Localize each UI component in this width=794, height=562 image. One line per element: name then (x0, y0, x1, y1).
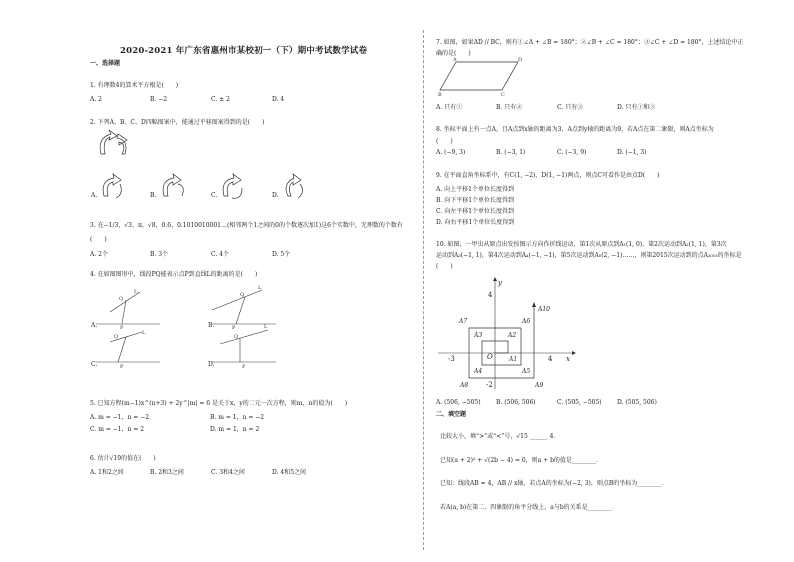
y-tick-4: 4 (488, 291, 493, 299)
q5-opt-d: D. m = 1，n = 2 (210, 426, 260, 433)
q2-figure-arrows (95, 128, 135, 160)
q5-opt-c: C. m = −1，n = 2 (90, 426, 145, 433)
q8-opt-b: B. (−3, 1) (496, 149, 526, 156)
q3-opt-b: B. 3个 (150, 251, 169, 258)
q10-opt-b: B. (506, 506) (496, 399, 536, 406)
q10-spiral-figure (430, 275, 580, 393)
q2-label-b: B. (150, 192, 157, 199)
q2-label-c: C. (211, 192, 218, 199)
x-axis-label: x (566, 355, 570, 363)
q8-opt-d: D. (−1, 3) (617, 149, 647, 156)
svg-text:P: P (120, 364, 124, 370)
q4-label-c: C. (91, 361, 98, 368)
svg-text:P: P (232, 325, 236, 331)
q3-opt-c: C. 4个 (211, 251, 230, 258)
q7-opt-c: C. 只有③ (557, 104, 584, 111)
q3-opt-a: A. 2个 (90, 251, 108, 258)
q3-stem-paren: ( ) (90, 236, 107, 243)
q2-option-d-shape (278, 172, 308, 202)
svg-text:P: P (120, 325, 124, 331)
x-tick-neg3: -3 (448, 355, 455, 363)
q9-opt-a: A. 向上平移1个单位长度得到 (436, 186, 514, 193)
q4-label-b: B. (208, 322, 215, 329)
q5-opt-b: B. m = 1，n = −2 (210, 414, 265, 421)
q6-opt-b: B. 2和3之间 (150, 469, 184, 476)
q4-stem: 4. 在如图图形中，线段PQ能表示点P到直线L的距离的是( ) (90, 271, 258, 278)
q3-opt-d: D. 5个 (272, 251, 291, 258)
pt-a8: A8 (460, 382, 469, 389)
svg-text:Q: Q (114, 334, 119, 340)
q8-opt-a: A. (−9, 3) (436, 149, 466, 156)
q7-stem-2: 确的是( ) (436, 50, 471, 57)
fill-2: 已知(a + 2)² + √(2b − 4) = 0，则a + b的值是________． (440, 457, 602, 464)
q6-opt-d: D. 4和5之间 (272, 469, 307, 476)
q1-opt-d: D. 4 (272, 96, 285, 103)
q1-opt-c: C. ± 2 (211, 96, 230, 103)
q2-option-c-shape (218, 172, 248, 202)
pt-a3: A3 (474, 332, 483, 339)
section-fill: 二、填空题 (436, 411, 467, 418)
q7-vertex-a: A (453, 57, 457, 63)
q3-stem: 3. 在−1/3，√3，π，√8，0.6，0.1010010001…(相邻两个1之间的0的个数逐次加1)这6个实数中，无理数的个数有 (90, 222, 403, 229)
column-divider (423, 30, 424, 550)
pt-a9: A9 (535, 382, 544, 389)
q9-opt-c: C. 向左平移1个单位长度得到 (436, 208, 515, 215)
q8-opt-c: C. (−3, 9) (557, 149, 587, 156)
svg-text:L: L (264, 324, 268, 330)
q9-opt-d: D. 向右平移1个单位长度得到 (436, 219, 515, 226)
q2-label-d: D. (272, 192, 279, 199)
q10-opt-a: A. (506, −505) (436, 399, 481, 406)
q1-opt-a: A. 2 (90, 96, 102, 103)
q8-stem: 8. 坐标平面上有一点A，且A点到x轴的距离为3，A点到y轴的距离为9，若A点在第二象限，则A点坐标为 (436, 126, 714, 133)
q10-opt-d: D. (505, 506) (617, 399, 657, 406)
q5-stem: 5. 已知方程(m−1)x^(n+3) + 2y^|m| = 6 是关于x，y的二元一次方程，则m，n的值为( ) (90, 400, 348, 407)
q1-opt-b: B. −2 (150, 96, 168, 103)
svg-text:L: L (258, 285, 262, 291)
q5-opt-a: A. m = −1，n = −2 (90, 414, 150, 421)
q2-stem: 2. 下列A、B、C、D四幅图案中，能通过平移图案得到的是( ) (90, 119, 265, 126)
svg-text:L: L (142, 330, 146, 336)
q10-stem: 10. 如图，一甲虫从原点出发按图示方向作折线运动，第1次从原点到A₁(1, 0)，第2次运动到A₂(1, 1)，第3次 (436, 241, 727, 248)
q1-stem: 1. 有理数4的算术平方根是( ) (90, 82, 179, 89)
page-title: 2020-2021 年广东省惠州市某校初一（下）期中考试数学试卷 (120, 46, 368, 56)
q2-option-b-shape (158, 172, 188, 202)
q2-option-a-shape (98, 172, 128, 202)
q4-label-d: D. (208, 361, 215, 368)
q6-opt-c: C. 3和4之间 (211, 469, 245, 476)
q7-vertex-b: B (438, 92, 442, 96)
svg-text:Q: Q (234, 334, 239, 340)
fill-4: 若A(a, b)在第二、四象限的角平分线上，a与b的关系是________． (440, 504, 618, 511)
svg-text:L: L (134, 289, 138, 295)
pt-a1: A1 (509, 356, 518, 363)
svg-text:P: P (242, 364, 246, 370)
section-choice: 一、选择题 (90, 60, 121, 67)
pt-a6: A6 (522, 318, 531, 325)
q8-stem-2: ( ) (436, 138, 453, 145)
pt-a5: A5 (522, 368, 531, 375)
svg-text:Q: Q (240, 292, 245, 298)
pt-a2: A2 (508, 332, 517, 339)
q10-stem-3: ( ) (436, 263, 453, 270)
origin-label: O (487, 353, 493, 361)
q9-stem: 9. 在平面直角坐标系中，有C(1, −2)、D(1, −1)两点，则点C可看作是由点D( ) (436, 172, 660, 179)
fill-3: 已知：线段AB = 4，AB // x轴，若点A的坐标为(−2, 3)，则点B的坐标为________． (440, 480, 668, 487)
q7-stem: 7. 如图，如果AD // BC，则有①∠A + ∠B = 180°；②∠B + ∠C = 180°；③∠C + ∠D = 180°，上述结论中正 (436, 39, 744, 46)
q2-label-a: A. (91, 192, 98, 199)
x-tick-4: 4 (548, 355, 553, 363)
y-tick-neg2: -2 (486, 381, 493, 389)
y-axis-label: y (498, 279, 502, 287)
q6-opt-a: A. 1和2之间 (90, 469, 124, 476)
q7-opt-d: D. 只有①和③ (617, 104, 656, 111)
pt-a4: A4 (474, 368, 483, 375)
q9-opt-b: B. 向下平移1个单位长度得到 (436, 197, 515, 204)
svg-text:Q: Q (119, 296, 124, 302)
q10-stem-2: 运动到A₃(−1, 1)，第4次运动到A₄(−1, −1)，第5次运动到A₅(2, −1)……，则第2015次运动到的点A₂₀₁₅的坐标是 (436, 252, 742, 259)
q4-figures (90, 282, 390, 374)
q7-opt-a: A. 只有① (436, 104, 463, 111)
pt-a7: A7 (459, 318, 468, 325)
q7-vertex-c: C (501, 92, 505, 96)
q10-opt-c: C. (505, −505) (557, 399, 602, 406)
q7-vertex-d: D (518, 57, 523, 63)
fill-1: 比较大小，填“>”或“<”号，√15 ______ 4． (440, 433, 560, 440)
pt-a10: A10 (538, 306, 550, 313)
q6-stem: 6. 估计√19的值在( ) (90, 455, 156, 462)
q7-parallelogram (436, 56, 526, 96)
q4-label-a: A. (91, 322, 98, 329)
q7-opt-b: B. 只有② (496, 104, 523, 111)
